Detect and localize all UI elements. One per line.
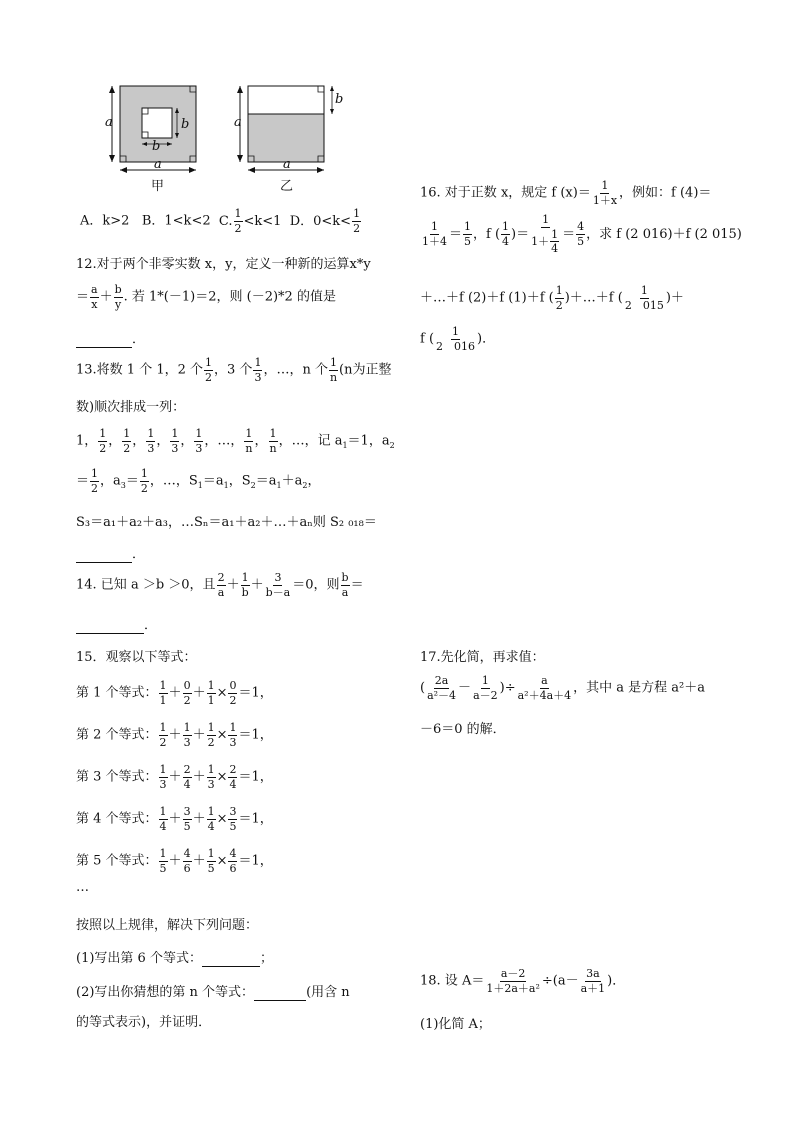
q16-line2: $\frac{1}{1+4}$ ＝ $\frac{1}{5}$ ，f ( $\frac{1}{4}$ )＝ 1 1＋ $\frac{1}{4}$ ＝ $\frac{4}{5}$ ，求 f (2 016)＋f (2 015): [422, 213, 742, 256]
q15-equation-row: 第 1 个等式： $\frac{1}{1}$ ＋ $\frac{0}{2}$ ＋ $\frac{1}{1}$ × $\frac{0}{2}$ ＝1，: [76, 679, 273, 707]
q16-line4: f ( $\frac{1}{2 016}$ )．: [420, 325, 496, 353]
q15-title: 15．观察以下等式：: [76, 650, 197, 665]
fig-yi-label-a-bottom: a: [283, 157, 291, 172]
q12-answer-line[interactable]: ．: [76, 328, 145, 348]
q15-part2: (2)写出你猜想的第 n 个等式： (用含 n: [76, 985, 350, 1000]
q14-answer-line[interactable]: ．: [76, 614, 157, 634]
q12-line1: 12.对于两个非零实数 x，y，定义一种新的运算x*y: [76, 257, 371, 272]
q14-line1: 14. 已知 a ＞b ＞0，且 $\frac{2}{a}$ ＋ $\frac{1}{b}$ ＋ $\frac{3}{b-a}$ ＝0，则 $\frac{b}{a}$ ＝: [76, 571, 364, 599]
fig-jia-caption: 甲: [151, 179, 165, 194]
q15-dots: …: [76, 880, 89, 895]
q15-part1: (1)写出第 6 个等式： ；: [76, 951, 273, 966]
q13-line4: ＝ $\frac{1}{2}$ ，$a_3=$ $\frac{1}{2}$ ，…，$S_1=a_1$，$S_2=a_1+a_2$，: [76, 467, 321, 495]
q13-line2: 数)顺次排成一列：: [76, 400, 186, 415]
fig-jia-label-a-bottom: a: [154, 157, 162, 172]
q18-part1: (1)化简 A；: [420, 1017, 491, 1032]
q16-line3: ＋…＋f (2)＋f (1)＋f ( $\frac{1}{2}$ )＋…＋f ( $\frac{1}{2 015}$ )＋: [420, 284, 684, 312]
fig-jia-label-a: a: [105, 115, 113, 130]
fig-yi-label-b: b: [335, 92, 344, 107]
q17-line1: ( $\frac{2a}{\text{a²－4}}$ － $\frac{1}{a-2}$ )÷ $\frac{a}{\text{a²＋4a＋4}}$ ，其中 a 是方程 a²＋a: [420, 674, 706, 702]
fig-yi-label-a: a: [234, 115, 242, 130]
q17-title: 17.先化简，再求值：: [420, 650, 545, 665]
q12-line2: ＝ $\frac{a}{x}$ ＋ $\frac{b}{y}$ . 若 1*(－1)＝2，则 (－2)*2 的值是: [76, 283, 336, 311]
fig-yi-caption: 乙: [280, 179, 294, 194]
q15-part2-blank[interactable]: [254, 985, 306, 1001]
q15-equation-row: 第 2 个等式： $\frac{1}{2}$ ＋ $\frac{1}{3}$ ＋ $\frac{1}{2}$ × $\frac{1}{3}$ ＝1，: [76, 721, 273, 749]
q15-equation-row: 第 5 个等式： $\frac{1}{5}$ ＋ $\frac{4}{6}$ ＋ $\frac{1}{5}$ × $\frac{4}{6}$ ＝1，: [76, 847, 273, 875]
q15-instruction: 按照以上规律，解决下列问题：: [76, 918, 259, 933]
q17-line2: －6＝0 的解．: [420, 722, 506, 737]
q11-option-a: A．k>2: [80, 213, 130, 229]
q13-line5: S₃＝a₁＋a₂＋a₃，…Sₙ＝a₁＋a₂＋…＋aₙ则 S₂ ₀₁₈＝: [76, 515, 377, 530]
q11-option-d: D．0<k< $\frac{1}{2}$: [289, 207, 361, 235]
q11-option-c: C. $\frac{1}{2}$ <k<1: [218, 207, 282, 235]
q15-part2-line2: 的等式表示)，并证明．: [76, 1015, 212, 1030]
q13-line3: 1， $\frac{1}{2}$ ， $\frac{1}{2}$ ， $\frac{1}{3}$ ， $\frac{1}{3}$ ， $\frac{1}{3}$ ，…， $\frac{1}{n}$ ， $\frac{1}{n}$ ，…，记 $a_1=1$，$a_2$: [76, 427, 395, 455]
q11-option-b: B．1<k<2: [141, 213, 211, 229]
q15-equation-row: 第 4 个等式： $\frac{1}{4}$ ＋ $\frac{3}{5}$ ＋ $\frac{1}{4}$ × $\frac{3}{5}$ ＝1，: [76, 805, 273, 833]
fig-jia-label-b-vertical: b: [181, 117, 190, 132]
q13-answer-line[interactable]: ．: [76, 543, 145, 563]
q15-equation-row: 第 3 个等式： $\frac{1}{3}$ ＋ $\frac{2}{4}$ ＋ $\frac{1}{3}$ × $\frac{2}{4}$ ＝1，: [76, 763, 273, 791]
q18-line1: 18. 设 A＝ $\frac{a-2}{\text{1＋2a＋a²}}$ ÷(a－ $\frac{3a}{a+1}$ )．: [420, 967, 626, 995]
q11-options: [80, 208, 362, 234]
fig-jia-label-b-horizontal: b: [152, 139, 161, 154]
q16-line1: 16. 对于正数 x，规定 f (x)＝ $\frac{1}{1+x}$ ，例如：f (4)＝: [420, 179, 712, 207]
q13-line1: 13.将数 1 个 1，2 个 $\frac{1}{2}$ ，3 个 $\frac{1}{3}$ ，…，n 个 $\frac{1}{n}$ (n为正整: [76, 356, 392, 384]
q15-part1-blank[interactable]: [202, 951, 260, 967]
